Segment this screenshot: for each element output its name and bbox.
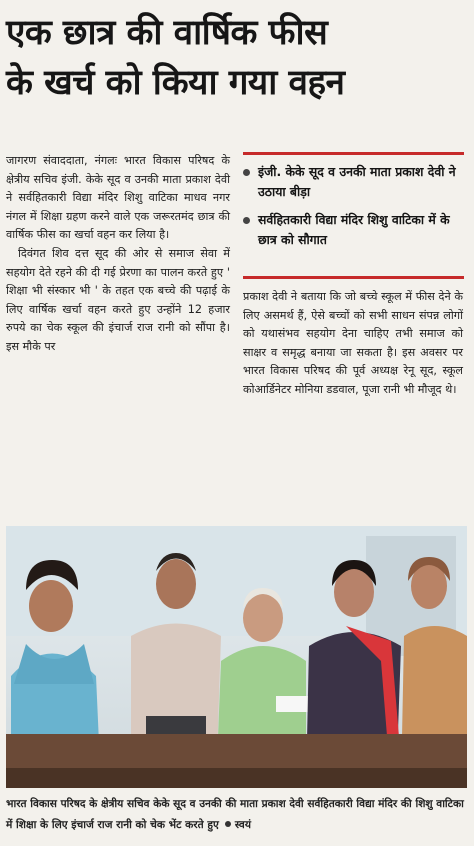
article-paragraph-1: जागरण संवाददाता, नंगलः भारत विकास परिषद के क्षेत्रीय सचिव इंजी. केके सूद व उनकी माता प्रकाश देवी ने सर्वहितकारी विद्या मंदिर शिशु वाटिका माधव नगर नंगल में शिक्षा ग्रहण करने वाले एक जरूरतमंद छात्र की वार्षिक फीस का खर्चा वहन कर लिया है। bbox=[6, 154, 230, 242]
highlights-box bbox=[243, 162, 464, 258]
bullet-icon bbox=[243, 169, 250, 176]
article-column-right bbox=[243, 288, 463, 400]
article-column-left bbox=[6, 152, 230, 357]
headline-line-1: एक छात्र की वार्षिक फीस bbox=[6, 13, 328, 53]
photo-credit: स्वयं bbox=[234, 819, 251, 831]
highlight-rule-top bbox=[243, 152, 464, 155]
bullet-icon bbox=[243, 217, 250, 224]
article-paragraph-3: प्रकाश देवी ने बताया कि जो बच्चे स्कूल में फीस देने के लिए असमर्थ हैं, ऐसे बच्चों को सभी साधन संपन्न लोगों को यथासंभव सहयोग देना चाहिए तभी समाज को साक्षर व समृद्ध बनाया जा सकता है। इस अवसर पर भारत विकास परिषद की पूर्व अध्यक्ष रेनू सूद, स्कूल कोआर्डिनेटर मोनिया डडवाल, पूजा रानी भी मौजूद थे। bbox=[243, 290, 463, 396]
news-photo bbox=[6, 526, 467, 788]
headline bbox=[6, 8, 468, 108]
photo-illustration bbox=[6, 526, 467, 788]
caption-text: भारत विकास परिषद के क्षेत्रीय सचिव केके सूद व उनकी की माता प्रकाश देवी सर्वहितकारी विद्या मंदिर की शिशु वाटिका में शिक्षा के लिए इंचार्ज राज रानी को चेक भेंट करते हुए bbox=[6, 798, 464, 831]
headline-line-2: के खर्च को किया गया वहन bbox=[6, 63, 345, 103]
photo-caption bbox=[6, 794, 468, 836]
highlight-rule-bottom bbox=[243, 276, 464, 279]
highlight-text: सर्वहितकारी विद्या मंदिर शिशु वाटिका में के छात्र को सौगात bbox=[258, 212, 450, 247]
highlight-item bbox=[243, 210, 464, 250]
article-paragraph-2: दिवंगत शिव दत्त सूद की ओर से समाज सेवा में सहयोग देते रहने की दी गई प्रेरणा का पालन करते हुए ' शिक्षा भी संस्कार भी ' के तहत एक बच्चे की पढ़ाई के लिए वार्षिक खर्चा वहन करते हुए उन्होंने 12 हजार रुपये का चेक स्कूल की इंचार्ज राज रानी को सौंपा है। इस मौके पर bbox=[6, 246, 230, 353]
highlight-item bbox=[243, 162, 464, 202]
credit-bullet-icon bbox=[225, 821, 231, 827]
highlight-text: इंजी. केके सूद व उनकी माता प्रकाश देवी ने उठाया बीड़ा bbox=[258, 164, 456, 199]
